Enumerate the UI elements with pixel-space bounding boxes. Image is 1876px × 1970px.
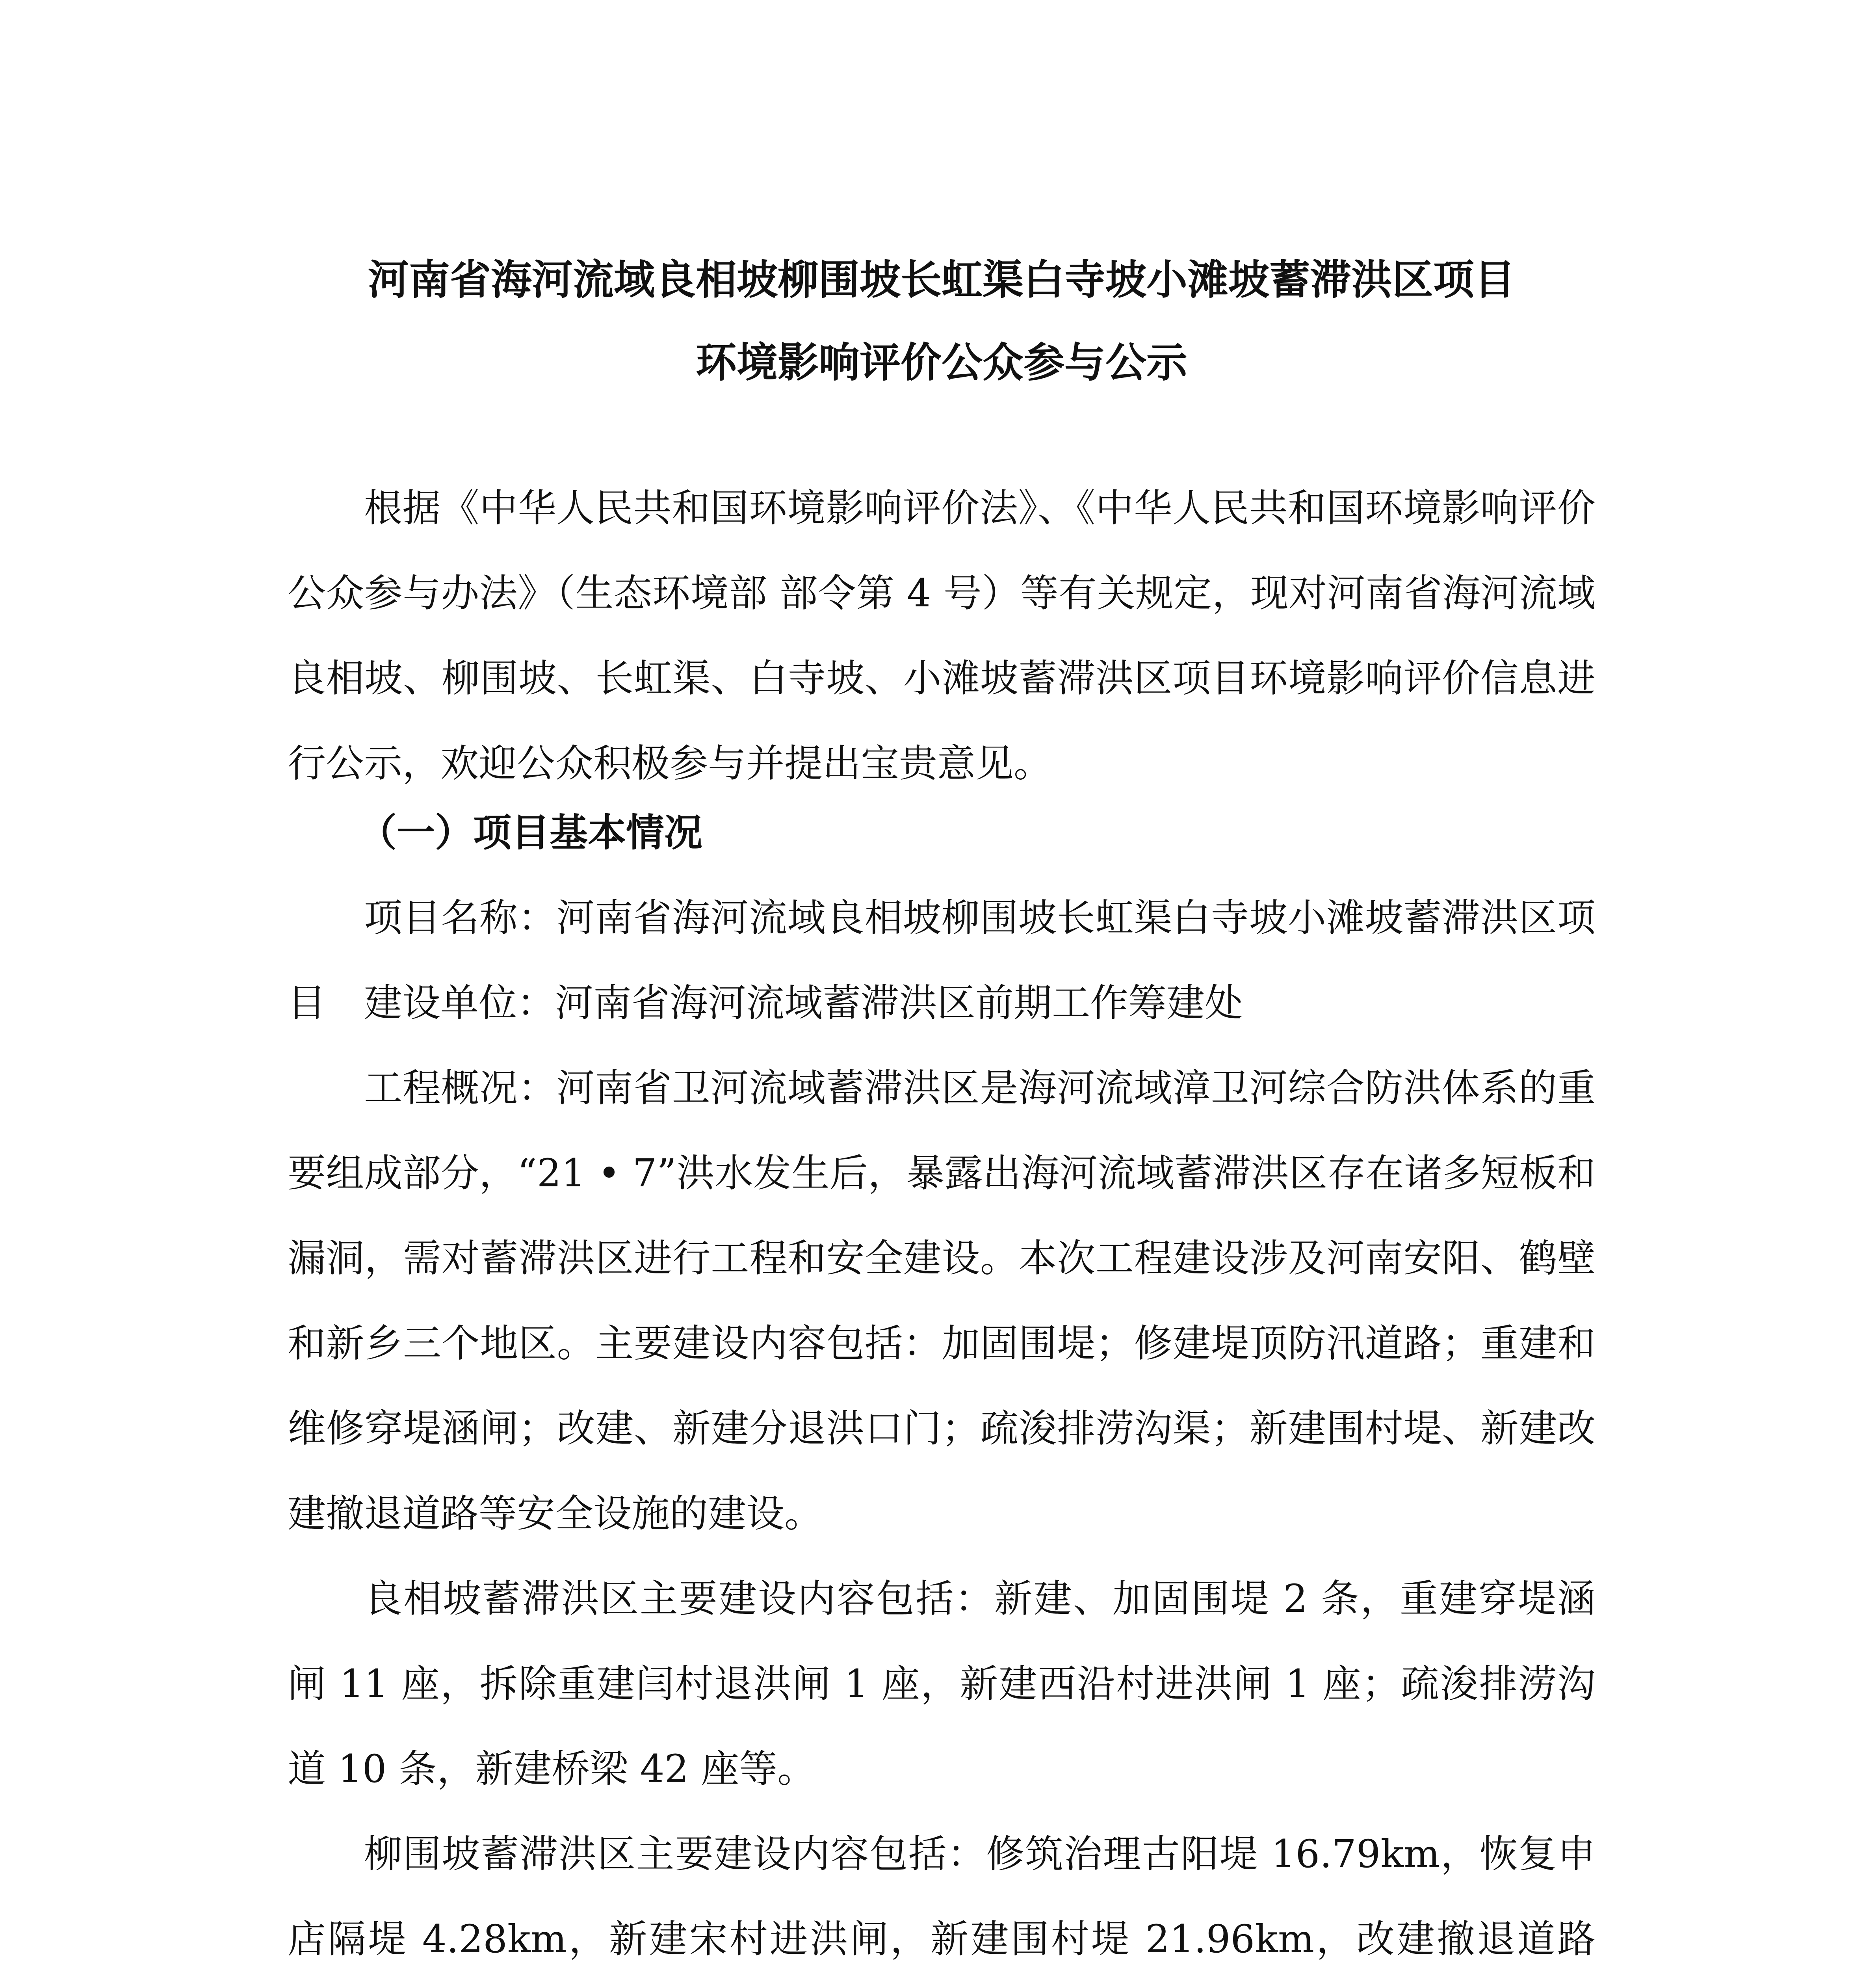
overview-paragraph: 工程概况：河南省卫河流域蓄滞洪区是海河流域漳卫河综合防洪体系的重要组成部分，“21 • 7”洪水发生后，暴露出海河流域蓄滞洪区存在诸多短板和漏洞，需对蓄滞洪区进行工程和安全建设。本次工程建设涉及河南安阳、鹤壁和新乡三个地区。主要建设内容包括：加固围堤；修建堤顶防汛道路；重建和维修穿堤涵闸；改建、新建分退洪口门；疏浚排涝沟渠；新建围村堤、新建改建撤退道路等安全设施的建设。 bbox=[288, 1066, 1596, 1536]
intro-paragraph: 根据《中华人民共和国环境影响评价法》、《中华人民共和国环境影响评价公众参与办法》（生态环境部 部令第 4 号）等有关规定，现对河南省海河流域良相坡、柳围坡、长虹渠、白寺坡、小滩坡蓄滞洪区项目环境影响评价信息进行公示，欢迎公众积极参与并提出宝贵意见。 bbox=[288, 486, 1596, 786]
document-page bbox=[288, 0, 1596, 1970]
project-name-paragraph: 项目名称：河南省海河流域良相坡柳围坡长虹渠白寺坡小滩坡蓄滞洪区项目 bbox=[288, 896, 1596, 1025]
section-heading-basic-info: （一）项目基本情况 bbox=[358, 810, 702, 855]
document-title-line-2: 环境影响评价公众参与公示 bbox=[695, 338, 1187, 387]
liuweipo-paragraph: 柳围坡蓄滞洪区主要建设内容包括：修筑治理古阳堤 16.79km，恢复申店隔堤 4.28km，新建宋村进洪闸，新建围村堤 21.96km，改建撤退道路 bbox=[288, 1832, 1596, 1961]
document-title-line-1: 河南省海河流域良相坡柳围坡长虹渠白寺坡小滩坡蓄滞洪区项目 bbox=[368, 256, 1515, 304]
builder-paragraph: 建设单位：河南省海河流域蓄滞洪区前期工作筹建处 bbox=[364, 981, 1243, 1025]
liangxiangpo-paragraph: 良相坡蓄滞洪区主要建设内容包括：新建、加固围堤 2 条，重建穿堤涵闸 11 座，拆除重建闫村退洪闸 1 座，新建西沿村进洪闸 1 座；疏浚排涝沟道 10 条，新建桥梁 42 座等。 bbox=[288, 1576, 1596, 1791]
